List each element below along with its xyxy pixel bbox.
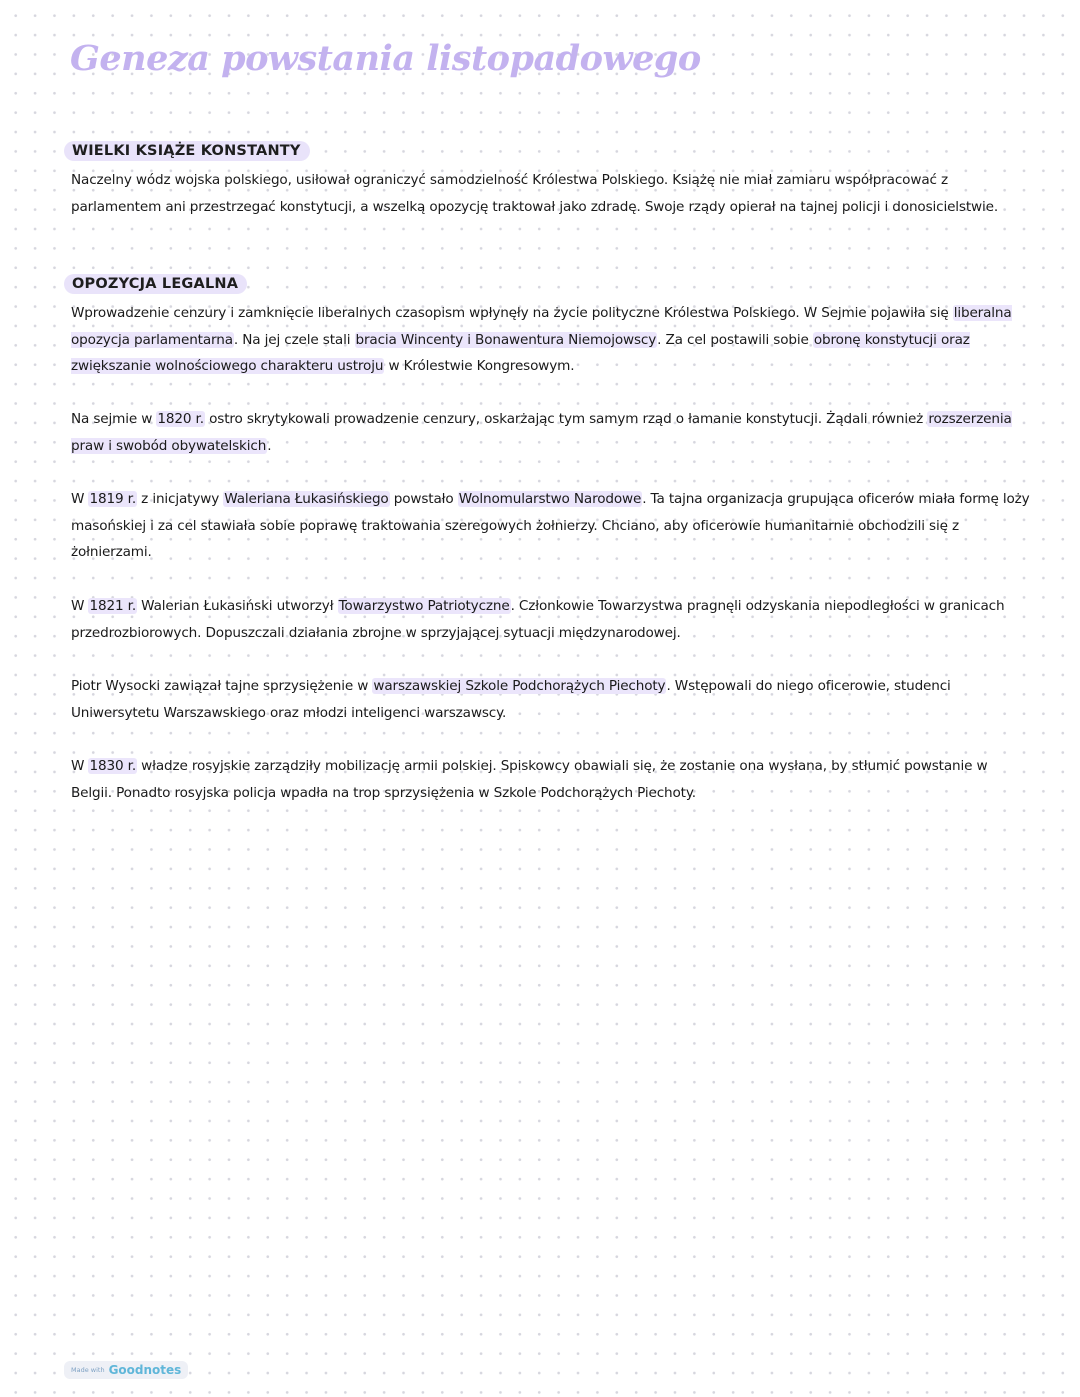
highlighted-phrase: liberalna opozycja parlamentarna <box>71 305 1012 348</box>
goodnotes-logo: Goodnotes <box>108 1363 182 1377</box>
highlighted-phrase: warszawskiej Szkole Podchorążych Piechoty <box>373 678 666 694</box>
text-run: Wprowadzenie cenzury i zamknięcie liberalnych czasopism wpłynęły na życie polityczne Królestwa Polskiego. W Sejmie pojawiła się <box>71 305 953 321</box>
highlighted-phrase: 1821 r. <box>89 598 136 614</box>
section-heading-konstanty: WIELKI KSIĄŻE KONSTANTY <box>64 141 310 161</box>
paragraph-sejm-1820 <box>71 406 1031 459</box>
highlighted-phrase: 1819 r. <box>89 491 136 507</box>
text-run: . <box>267 437 272 454</box>
text-run: . Ta tajna organizacja grupująca oficerów miała formę loży masońskiej i za cel stawiała sobie poprawę traktowania szeregowych żołnierzy. Chciano, aby oficerowie humanitarnie obchodzili się z żołnierzami. <box>71 491 1030 560</box>
paragraph-wysocki <box>71 673 1031 726</box>
highlighted-phrase: Towarzystwo Patriotyczne <box>338 598 510 614</box>
highlighted-phrase: Wolnomularstwo Narodowe <box>458 491 642 507</box>
text-run: Na sejmie w <box>71 411 157 427</box>
highlighted-phrase: obronę konstytucji oraz zwiększanie wolnościowego charakteru ustroju <box>71 331 970 374</box>
highlighted-phrase: 1830 r. <box>89 758 136 774</box>
text-run: powstało <box>389 491 458 507</box>
paragraph-wolnomularstwo-1819 <box>71 486 1031 566</box>
highlighted-phrase: 1820 r. <box>157 411 204 427</box>
made-with-label: Made with <box>71 1366 105 1374</box>
text-run: Piotr Wysocki zawiązał tajne sprzysiężenie w <box>71 678 373 694</box>
highlighted-phrase: bracia Wincenty i Bonawentura Niemojowscy <box>355 331 657 348</box>
section-heading-opozycja: OPOZYCJA LEGALNA <box>64 274 247 294</box>
text-run: z inicjatywy <box>137 491 224 507</box>
text-run: W <box>71 491 89 507</box>
text-run: W <box>71 758 89 774</box>
paragraph-konstanty <box>71 167 1031 220</box>
text-run: W <box>71 598 89 614</box>
text-run: Walerian Łukasiński utworzył <box>137 598 338 614</box>
page-title: Geneza powstania listopadowego <box>70 38 701 79</box>
text-run: Naczelny wódz wojska polskiego, usiłował ograniczyć samodzielność Królestwa Polskiego. Książę nie miał zamiaru współpracować z parlamentem ani przestrzegać konstytucji, a wszelką opozycję traktował jako zdradę. Swoje rządy opierał na tajnej policji i donosicielstwie. <box>71 172 999 215</box>
text-run: . Za cel postawili sobie <box>657 331 813 348</box>
paragraph-towarzystwo-1821 <box>71 593 1031 646</box>
goodnotes-badge <box>64 1361 188 1379</box>
paragraph-opozycja-liberalna <box>71 300 1031 380</box>
text-run: . Wstępowali do niego oficerowie, studenci Uniwersytetu Warszawskiego oraz młodzi inteligenci warszawscy. <box>71 678 951 721</box>
text-run: . Członkowie Towarzystwa pragnęli odzyskania niepodległości w granicach przedrozbiorowych. Dopuszczali działania zbrojne w sprzyjającej sytuacji międzynarodowej. <box>71 598 1005 641</box>
text-run: w Królestwie Kongresowym. <box>384 358 575 374</box>
paragraph-mobilizacja-1830 <box>71 753 1031 806</box>
highlighted-phrase: Waleriana Łukasińskiego <box>224 491 389 507</box>
highlighted-phrase: rozszerzenia praw i swobód obywatelskich <box>71 411 1012 454</box>
text-run: ostro skrytykowali prowadzenie cenzury, oskarżając tym samym rząd o łamanie konstytucji. Żądali również <box>204 411 928 427</box>
text-run: . Na jej czele stali <box>233 331 355 348</box>
text-run: władze rosyjskie zarządziły mobilizację armii polskiej. Spiskowcy obawiali się, że zostanie ona wysłana, by stłumić powstanie w Belgii. Ponadto rosyjska policja wpadła na trop sprzysiężenia w Szkole Podchorążych Piechoty. <box>71 758 988 801</box>
